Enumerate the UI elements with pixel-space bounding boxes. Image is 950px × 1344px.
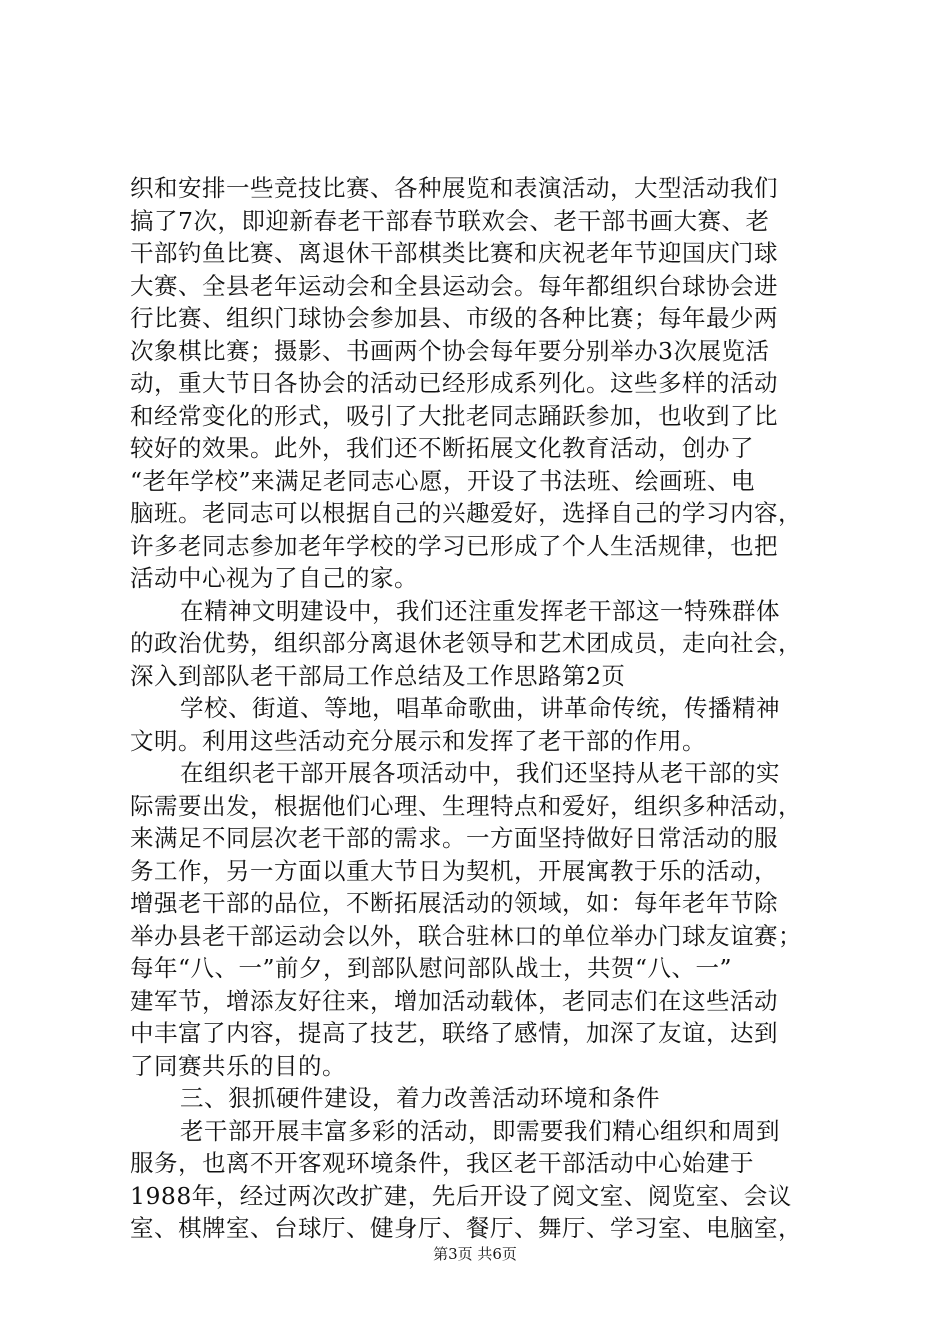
text-line: 在组织老干部开展各项活动中，我们还坚持从老干部的实 — [180, 759, 780, 787]
text-line: 老干部开展丰富多彩的活动，即需要我们精心组织和周到 — [180, 1116, 780, 1145]
text-line: 大赛、全县老年运动会和全县运动会。每年都组织台球协会进 — [130, 271, 778, 300]
text-line: 行比赛、组织门球协会参加县、市级的各种比赛；每年最少两 — [130, 304, 778, 332]
page-footer: 第3页 共6页 — [433, 1245, 517, 1263]
text-line: 深入到部队老干部局工作总结及工作思路第2页 — [130, 661, 626, 690]
text-line: 较好的效果。此外，我们还不断拓展文化教育活动，创办了 — [130, 434, 754, 462]
text-line: “老年学校”来满足老同志心愿，开设了书法班、绘画班、电 — [130, 466, 756, 495]
document-body — [130, 172, 835, 1245]
text-line: 举办县老干部运动会以外，联合驻林口的单位举办门球友谊赛； — [130, 921, 802, 950]
text-line: 织和安排一些竞技比赛、各种展览和表演活动，大型活动我们 — [130, 174, 778, 202]
text-line: 室、棋牌室、台球厅、健身厅、餐厅、舞厅、学习室、电脑室， — [130, 1214, 802, 1242]
text-line: 建军节，增添友好往来，增加活动载体，老同志们在这些活动 — [130, 986, 778, 1015]
text-line: 每年“八、一”前夕，到部队慰问部队战士，共贺“八、一” — [130, 954, 733, 982]
text-line: 许多老同志参加老年学校的学习已形成了个人生活规律，也把 — [130, 531, 778, 560]
text-line: 脑班。老同志可以根据自己的兴趣爱好，选择自己的学习内容， — [130, 499, 802, 527]
text-line: 学校、街道、等地，唱革命歌曲，讲革命传统，传播精神 — [180, 694, 780, 722]
text-line: 际需要出发，根据他们心理、生理特点和爱好，组织多种活动， — [130, 791, 802, 820]
text-line: 务工作，另一方面以重大节日为契机，开展寓教于乐的活动， — [130, 856, 778, 885]
text-line: 干部钓鱼比赛、离退休干部棋类比赛和庆祝老年节迎国庆门球 — [130, 239, 778, 267]
text-line: 在精神文明建设中，我们还注重发挥老干部这一特殊群体 — [180, 596, 780, 625]
text-line: 动，重大节日各协会的活动已经形成系列化。这些多样的活动 — [130, 369, 778, 397]
text-line: 中丰富了内容，提高了技艺，联络了感情，加深了友谊，达到 — [130, 1019, 778, 1047]
text-line: 来满足不同层次老干部的需求。一方面坚持做好日常活动的服 — [130, 824, 778, 852]
text-line: 和经常变化的形式，吸引了大批老同志踊跃参加，也收到了比 — [130, 401, 778, 430]
text-line: 次象棋比赛；摄影、书画两个协会每年要分别举办3次展览活 — [130, 336, 770, 365]
text-line: 三、狠抓硬件建设，着力改善活动环境和条件 — [180, 1084, 660, 1112]
text-line: 服务，也离不开客观环境条件，我区老干部活动中心始建于 — [130, 1149, 754, 1177]
text-line: 搞了7次，即迎新春老干部春节联欢会、老干部书画大赛、老 — [130, 206, 770, 235]
text-line: 增强老干部的品位，不断拓展活动的领域，如：每年老年节除 — [130, 889, 778, 917]
text-line: 了同赛共乐的目的。 — [130, 1051, 346, 1080]
text-line: 文明。利用这些活动充分展示和发挥了老干部的作用。 — [130, 726, 706, 755]
text-line: 活动中心视为了自己的家。 — [130, 564, 418, 592]
text-line: 1988年，经过两次改扩建，先后开设了阅文室、阅览室、会议 — [130, 1181, 792, 1210]
text-line: 的政治优势，组织部分离退休老领导和艺术团成员，走向社会， — [130, 629, 802, 657]
